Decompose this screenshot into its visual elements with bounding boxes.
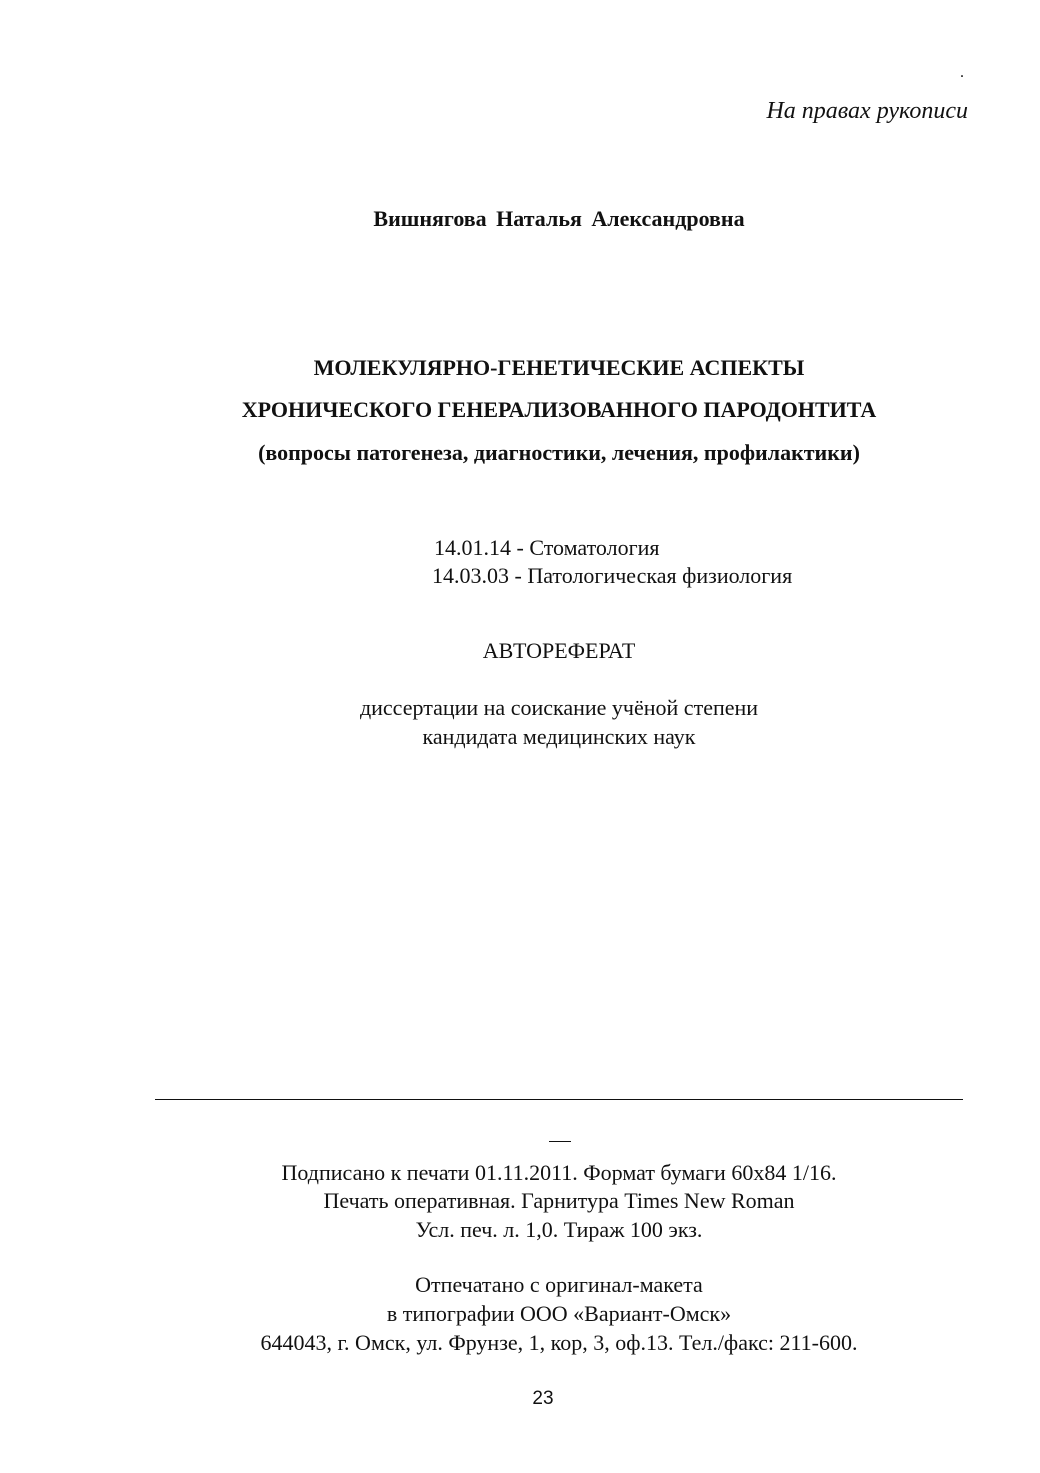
imprint-line-4: Отпечатано с оригинал-макета [415, 1272, 703, 1297]
imprint-line-3: Усл. печ. л. 1,0. Тираж 100 экз. [415, 1217, 703, 1242]
imprint-line-5: в типографии ООО «Вариант-Омск» [386, 1301, 732, 1326]
page-number: 23 [532, 1388, 554, 1409]
imprint-line-6: 644043, г. Омск, ул. Фрунзе, 1, кор, 3, оф.13. Тел./факс: 211-600. [260, 1330, 858, 1355]
specialty-line-1: 14.01.14 - Стоматология [434, 535, 660, 560]
stray-dot: . [960, 64, 964, 81]
description-line-2: кандидата медицинских наук [422, 724, 696, 749]
title-line-2: ХРОНИЧЕСКОГО ГЕНЕРАЛИЗОВАННОГО ПАРОДОНТИТА [241, 397, 877, 422]
specialty-line-2: 14.03.03 - Патологическая физиология [432, 563, 793, 588]
imprint-line-2: Печать оперативная. Гарнитура Times New Roman [323, 1188, 795, 1213]
author-name: Вишнягова Наталья Александровна [373, 206, 745, 231]
manuscript-rights-note: На правах рукописи [766, 98, 968, 124]
title-subtitle: (вопросы патогенеза, диагностики, лечения, профилактики) [258, 440, 860, 465]
separator-dash [549, 1141, 571, 1142]
title-line-1: МОЛЕКУЛЯРНО-ГЕНЕТИЧЕСКИЕ АСПЕКТЫ [313, 355, 805, 380]
imprint-line-1: Подписано к печати 01.11.2011. Формат бумаги 60х84 1/16. [281, 1160, 837, 1185]
document-type: АВТОРЕФЕРАТ [482, 638, 636, 663]
separator-rule [155, 1099, 963, 1100]
description-line-1: диссертации на соискание учёной степени [359, 695, 759, 720]
